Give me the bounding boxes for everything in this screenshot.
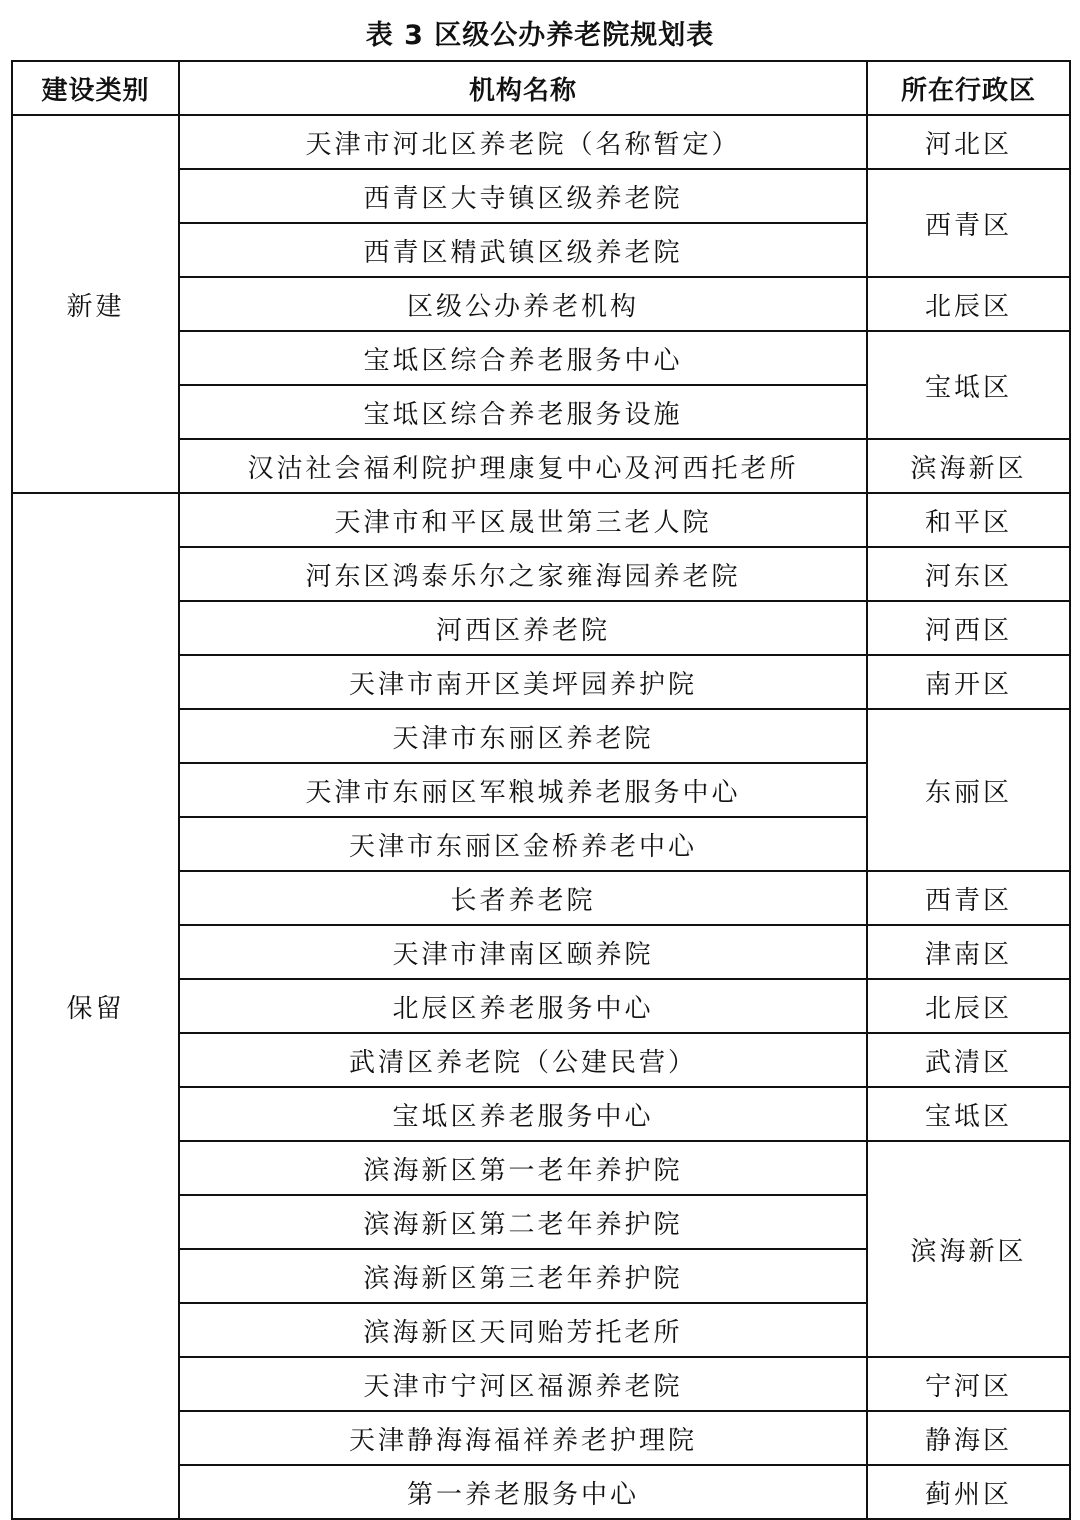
planning-table [11, 60, 1071, 1520]
institution-cell: 长者养老院 [179, 871, 867, 925]
category-cell-new: 新建 [12, 115, 179, 493]
district-cell: 北辰区 [867, 277, 1070, 331]
institution-cell: 宝坻区养老服务中心 [179, 1087, 867, 1141]
district-cell: 滨海新区 [867, 439, 1070, 493]
institution-cell: 滨海新区第三老年养护院 [179, 1249, 867, 1303]
institution-cell: 北辰区养老服务中心 [179, 979, 867, 1033]
district-cell: 津南区 [867, 925, 1070, 979]
institution-cell: 天津市津南区颐养院 [179, 925, 867, 979]
category-cell-retain: 保留 [12, 493, 179, 1519]
district-cell: 宝坻区 [867, 1087, 1070, 1141]
district-cell: 宁河区 [867, 1357, 1070, 1411]
institution-cell: 滨海新区第一老年养护院 [179, 1141, 867, 1195]
table-row [12, 115, 1070, 169]
district-cell: 东丽区 [867, 709, 1070, 871]
institution-cell: 河西区养老院 [179, 601, 867, 655]
institution-cell: 天津市南开区美坪园养护院 [179, 655, 867, 709]
header-name: 机构名称 [179, 61, 867, 115]
institution-cell: 滨海新区天同贻芳托老所 [179, 1303, 867, 1357]
institution-cell: 汉沽社会福利院护理康复中心及河西托老所 [179, 439, 867, 493]
institution-cell: 第一养老服务中心 [179, 1465, 867, 1519]
district-cell: 武清区 [867, 1033, 1070, 1087]
institution-cell: 宝坻区综合养老服务设施 [179, 385, 867, 439]
table-title: 表 3 区级公办养老院规划表 [365, 20, 715, 51]
header-category: 建设类别 [12, 61, 179, 115]
district-cell: 北辰区 [867, 979, 1070, 1033]
district-cell: 西青区 [867, 871, 1070, 925]
institution-cell: 武清区养老院（公建民营） [179, 1033, 867, 1087]
institution-cell: 西青区精武镇区级养老院 [179, 223, 867, 277]
institution-cell: 宝坻区综合养老服务中心 [179, 331, 867, 385]
district-cell: 河西区 [867, 601, 1070, 655]
district-cell: 宝坻区 [867, 331, 1070, 439]
district-cell: 滨海新区 [867, 1141, 1070, 1357]
institution-cell: 天津市河北区养老院（名称暂定） [179, 115, 867, 169]
district-cell: 南开区 [867, 655, 1070, 709]
header-district: 所在行政区 [867, 61, 1070, 115]
district-cell: 河北区 [867, 115, 1070, 169]
institution-cell: 天津市和平区晟世第三老人院 [179, 493, 867, 547]
header-row [12, 61, 1070, 115]
institution-cell: 区级公办养老机构 [179, 277, 867, 331]
district-cell: 和平区 [867, 493, 1070, 547]
district-cell: 西青区 [867, 169, 1070, 277]
table-row [12, 493, 1070, 547]
district-cell: 蓟州区 [867, 1465, 1070, 1519]
institution-cell: 滨海新区第二老年养护院 [179, 1195, 867, 1249]
institution-cell: 西青区大寺镇区级养老院 [179, 169, 867, 223]
institution-cell: 天津静海海福祥养老护理院 [179, 1411, 867, 1465]
institution-cell: 天津市东丽区金桥养老中心 [179, 817, 867, 871]
institution-cell: 天津市宁河区福源养老院 [179, 1357, 867, 1411]
district-cell: 静海区 [867, 1411, 1070, 1465]
institution-cell: 天津市东丽区养老院 [179, 709, 867, 763]
district-cell: 河东区 [867, 547, 1070, 601]
institution-cell: 天津市东丽区军粮城养老服务中心 [179, 763, 867, 817]
institution-cell: 河东区鸿泰乐尔之家雍海园养老院 [179, 547, 867, 601]
